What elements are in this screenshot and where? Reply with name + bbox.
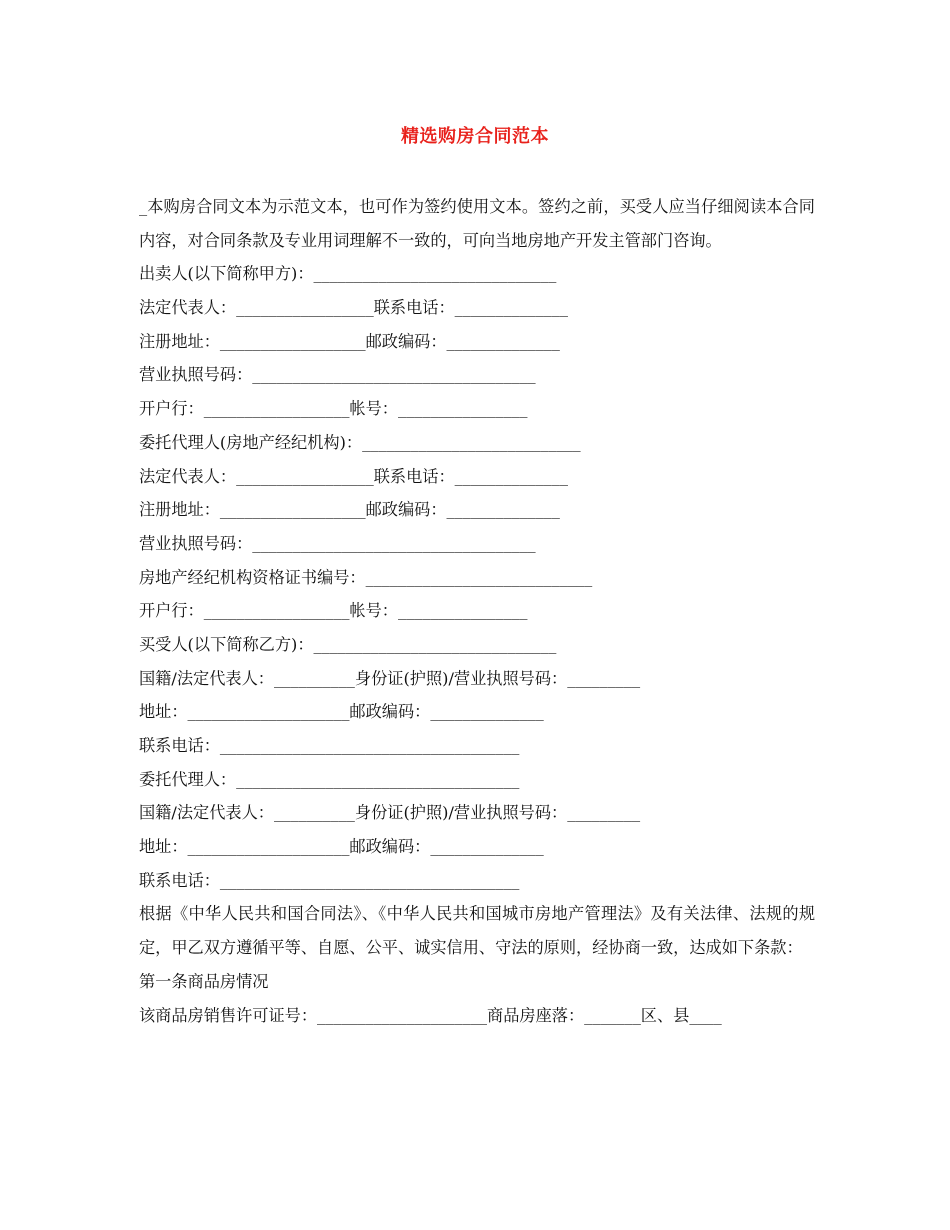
buyer-address-line: 地址：____________________邮政编码：______________ (139, 702, 544, 722)
legal-basis-paragraph: 根据《中华人民共和国合同法》、《中华人民共和国城市房地产管理法》及有关法律、法规的规定，甲乙双方遵循平等、自愿、公平、诚实信用、守法的原则，经协商一致，达成如下条款： (139, 904, 815, 958)
seller-bank-line: 开户行：__________________帐号：________________ (139, 399, 528, 419)
agent-certificate-line: 房地产经纪机构资格证书编号：____________________________ (139, 567, 593, 587)
seller-address-line: 注册地址：__________________邮政编码：______________ (139, 331, 560, 351)
buyer-agent-phone-line: 联系电话：_____________________________________ (139, 870, 520, 890)
buyer-nationality-line: 国籍/法定代表人：__________身份证(护照)/营业执照号码：_________ (139, 668, 641, 688)
document-body (139, 190, 815, 1032)
seller-license-line: 营业执照号码：___________________________________ (139, 365, 536, 385)
buyer-agent-nationality-line: 国籍/法定代表人：__________身份证(护照)/营业执照号码：_________ (139, 803, 641, 823)
agent-line: 委托代理人(房地产经纪机构)：___________________________ (139, 432, 581, 452)
agent-legal-rep-line: 法定代表人：_________________联系电话：______________ (139, 466, 568, 486)
seller-line: 出卖人(以下简称甲方)：______________________________ (139, 264, 557, 284)
buyer-line: 买受人(以下简称乙方)：______________________________ (139, 634, 557, 654)
agent-license-line: 营业执照号码：___________________________________ (139, 533, 536, 553)
article-1-heading: 第一条商品房情况 (139, 971, 269, 991)
buyer-agent-address-line: 地址：____________________邮政编码：______________ (139, 837, 544, 857)
intro-paragraph: _本购房合同文本为示范文本，也可作为签约使用文本。签约之前，买受人应当仔细阅读本合同内容，对合同条款及专业用词理解不一致的，可向当地房地产开发主管部门咨询。 (139, 197, 815, 250)
article-1-permit-line: 该商品房销售许可证号：_____________________商品房座落：_______区、县____ (139, 1005, 722, 1025)
buyer-phone-line: 联系电话：_____________________________________ (139, 736, 520, 756)
seller-legal-rep-line: 法定代表人：_________________联系电话：______________ (139, 298, 568, 318)
agent-address-line: 注册地址：__________________邮政编码：______________ (139, 500, 560, 520)
buyer-agent-line: 委托代理人：___________________________________ (139, 769, 520, 789)
document-title: 精选购房合同范本 (401, 126, 549, 147)
agent-bank-line: 开户行：__________________帐号：________________ (139, 601, 528, 621)
